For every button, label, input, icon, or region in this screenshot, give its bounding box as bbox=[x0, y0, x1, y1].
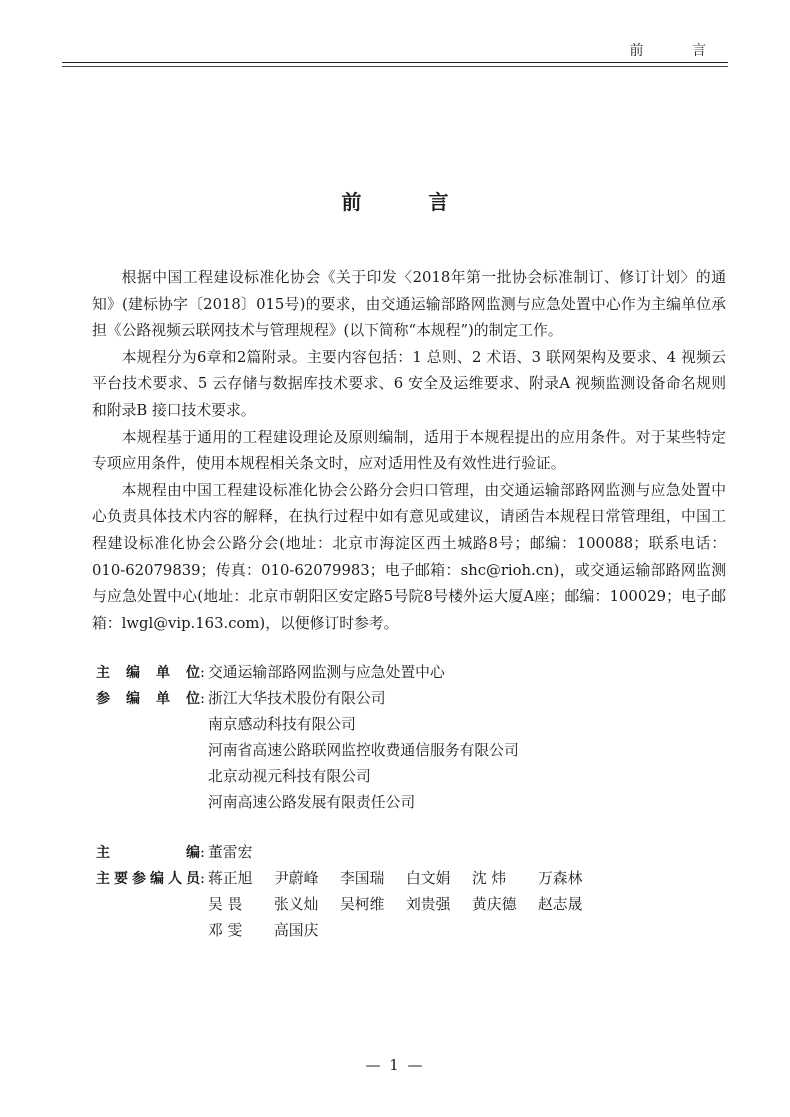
participating-units-label: 参编单位 bbox=[96, 691, 200, 707]
participating-unit: 南京感动科技有限公司 bbox=[208, 716, 356, 733]
participants-label: 主要参编人员 bbox=[96, 871, 200, 887]
participating-unit: 河南省高速公路联网监控收费通信服务有限公司 bbox=[208, 742, 519, 759]
participant-name: 尹蔚峰 bbox=[274, 870, 319, 887]
chief-editor-label: 主编 bbox=[96, 845, 200, 861]
participating-unit: 北京动视元科技有限公司 bbox=[208, 768, 371, 785]
participant-name: 沈 炜 bbox=[472, 870, 507, 887]
page-number: — 1 — bbox=[365, 1056, 425, 1074]
participant-name: 吴 畏 bbox=[208, 896, 243, 913]
body-text bbox=[92, 265, 726, 637]
running-head: 前 言 bbox=[629, 43, 728, 59]
paragraph-1: 根据中国工程建设标准化协会《关于印发〈2018年第一批协会标准制订、修订计划〉的通知》(建标协字〔2018〕015号)的要求，由交通运输部路网监测与应急处置中心作为主编单位承担《公路视频云联网技术与管理规程》(以下简称“本规程”)的制定工作。 bbox=[92, 269, 726, 340]
chief-editor-row: 主编 : 董雷宏 bbox=[96, 840, 604, 866]
participant-name: 刘贵强 bbox=[406, 896, 451, 913]
paragraph-4: 本规程由中国工程建设标准化协会公路分会归口管理，由交通运输部路网监测与应急处置中心负责具体技术内容的解释，在执行过程中如有意见或建议，请函告本规程日常管理组，中国工程建设标准化协会公路分会(地址：北京市海淀区西土城路8号；邮编：100088；联系电话：010-62079839；传真：010-62079983；电子邮箱：shc@rioh.cn)，或交通运输部路网监测与应急处置中心(地址：北京市朝阳区安定路5号院8号楼外运大厦A座；邮编：100029；电子邮箱：lwgl@vip.163.com)，以便修订时参考。 bbox=[92, 481, 726, 632]
chief-unit-row: 主编单位 : 交通运输部路网监测与应急处置中心 bbox=[96, 660, 604, 686]
participant-name: 李国瑞 bbox=[340, 870, 385, 887]
paragraph-2: 本规程分为6章和2篇附录。主要内容包括：1 总则、2 术语、3 联网架构及要求、4 视频云平台技术要求、5 云存储与数据库技术要求、6 安全及运维要求、附录A 视频监测设备命名规则和附录B 接口技术要求。 bbox=[92, 348, 726, 419]
participant-name: 白文娟 bbox=[406, 870, 451, 887]
header-rule-thin bbox=[62, 66, 728, 67]
participant-name: 吴柯维 bbox=[340, 896, 385, 913]
participant-name: 张义灿 bbox=[274, 896, 319, 913]
participating-unit: 浙江大华技术股份有限公司 bbox=[208, 690, 386, 707]
participants-grid bbox=[208, 866, 604, 944]
participant-name: 黄庆德 bbox=[472, 896, 517, 913]
participant-name: 邓 雯 bbox=[208, 922, 243, 939]
participant-name: 蒋正旭 bbox=[208, 870, 253, 887]
chief-unit-label: 主编单位 bbox=[96, 665, 200, 681]
participants-row: 主要参编人员 : 蒋正旭 尹蔚峰 李国瑞 白文娟 沈 炜 万森林 吴 畏 张义灿 吴柯维 刘贵强 黄庆德 赵志晟 邓 雯 高国庆 bbox=[96, 866, 604, 944]
participant-name: 高国庆 bbox=[274, 922, 319, 939]
chief-editor-value: 董雷宏 bbox=[208, 844, 253, 861]
paragraph-3: 本规程基于通用的工程建设理论及原则编制，适用于本规程提出的应用条件。对于某些特定专项应用条件，使用本规程相关条文时，应对适用性及有效性进行验证。 bbox=[92, 428, 726, 473]
page-title: 前 言 bbox=[341, 190, 479, 214]
participating-units-row: 参编单位 : 浙江大华技术股份有限公司 南京感动科技有限公司 河南省高速公路联网监控收费通信服务有限公司 北京动视元科技有限公司 河南高速公路发展有限责任公司 bbox=[96, 686, 604, 816]
participant-name: 赵志晟 bbox=[538, 896, 583, 913]
chief-unit-value: 交通运输部路网监测与应急处置中心 bbox=[208, 664, 445, 681]
participating-units-list bbox=[208, 686, 519, 816]
header-rule-thick bbox=[62, 62, 728, 63]
participant-name: 万森林 bbox=[538, 870, 583, 887]
credits bbox=[96, 660, 604, 944]
participating-unit: 河南高速公路发展有限责任公司 bbox=[208, 794, 416, 811]
